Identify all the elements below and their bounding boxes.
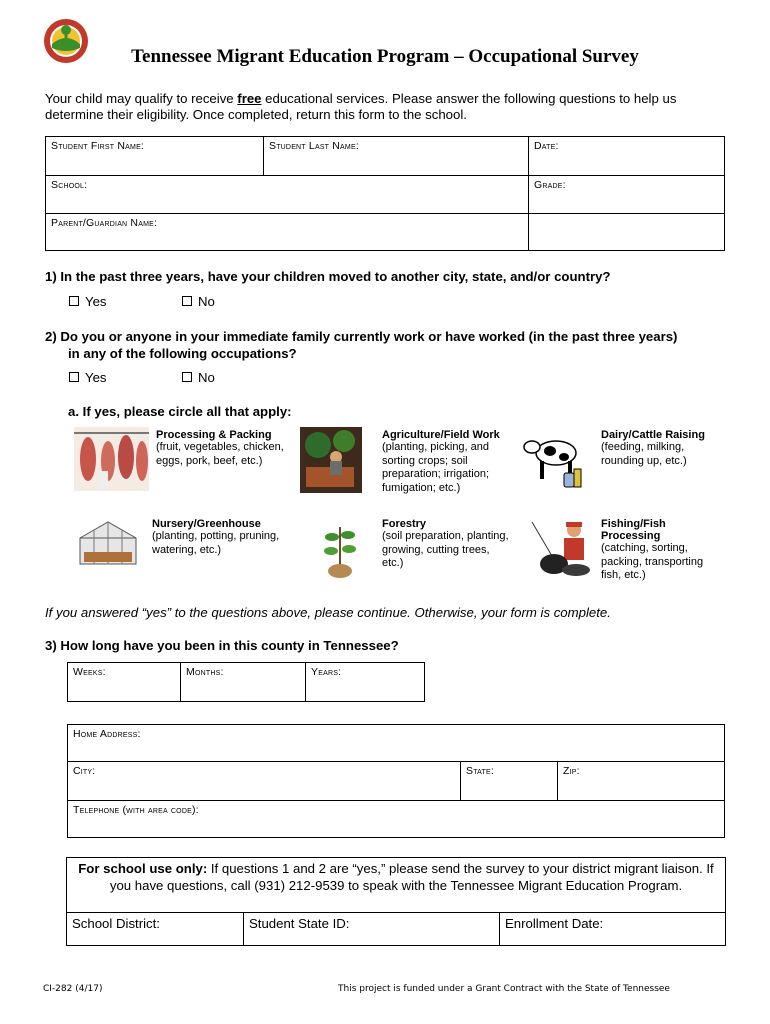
- checkbox-icon[interactable]: [69, 372, 79, 382]
- fisherman-icon: [530, 516, 592, 580]
- duration-table: [67, 662, 425, 702]
- field-work-icon: [300, 427, 362, 493]
- free-emphasis: free: [237, 91, 262, 106]
- last-name-field[interactable]: Student Last Name:: [264, 137, 529, 176]
- parent-name-field[interactable]: Parent/Guardian Name:: [46, 214, 529, 251]
- checkbox-icon[interactable]: [182, 372, 192, 382]
- grade-field[interactable]: Grade:: [529, 176, 725, 214]
- enrollment-date-field[interactable]: Enrollment Date:: [505, 916, 604, 931]
- question-3: 3) How long have you been in this county in Tennessee?: [45, 638, 399, 653]
- q1-yes-option[interactable]: Yes: [69, 294, 107, 309]
- months-field[interactable]: Months:: [181, 663, 306, 702]
- page-title: Tennessee Migrant Education Program – Occupational Survey: [131, 46, 639, 67]
- occupation-agriculture[interactable]: Agriculture/Field Work (planting, picking, and sorting crops; soil preparation; irrigation; fumigation; etc.): [382, 429, 500, 494]
- home-address-field[interactable]: Home Address:: [68, 725, 725, 762]
- checkbox-icon[interactable]: [69, 296, 79, 306]
- tree-seedling-icon: [322, 523, 358, 579]
- date-field[interactable]: Date:: [529, 137, 725, 176]
- occupation-dairy[interactable]: Dairy/Cattle Raising (feeding, milking, rounding up, etc.): [601, 429, 705, 467]
- school-use-box: [66, 857, 726, 946]
- question-2a: a. If yes, please circle all that apply:: [68, 404, 292, 419]
- years-field[interactable]: Years:: [306, 663, 425, 702]
- student-info-table: [45, 136, 725, 251]
- intro-text: Your child may qualify to receive free educational services. Please answer the following questions to help us determine their eligibility. Once completed, return this form to the school.: [45, 91, 677, 122]
- greenhouse-icon: [74, 518, 142, 570]
- telephone-field[interactable]: Telephone (with area code):: [68, 801, 725, 838]
- dairy-cow-icon: [520, 427, 586, 493]
- q2-yes-option[interactable]: Yes: [69, 370, 107, 385]
- school-district-field[interactable]: School District:: [67, 913, 244, 945]
- zip-field[interactable]: Zip:: [558, 762, 725, 801]
- continue-note: If you answered “yes” to the questions above, please continue. Otherwise, your form is complete.: [45, 605, 611, 620]
- school-use-instructions: For school use only: If questions 1 and 2 are “yes,” please send the survey to your district migrant liaison. If you have questions, call (931) 212-9539 to speak with the Tennessee Migrant Education Program.: [78, 861, 714, 893]
- meat-processing-icon: [74, 427, 149, 491]
- first-name-field[interactable]: Student First Name:: [46, 137, 264, 176]
- empty-cell: [529, 214, 725, 251]
- school-use-fields: [67, 912, 725, 945]
- funding-note: This project is funded under a Grant Contract with the State of Tennessee: [338, 984, 670, 994]
- question-1: 1) In the past three years, have your children moved to another city, state, and/or country?: [45, 269, 611, 284]
- q1-no-option[interactable]: No: [182, 294, 215, 309]
- q2-no-option[interactable]: No: [182, 370, 215, 385]
- school-field[interactable]: School:: [46, 176, 529, 214]
- state-field[interactable]: State:: [461, 762, 558, 801]
- question-2: 2) Do you or anyone in your immediate family currently work or have worked (in the past three years) in any of the following occupations?: [45, 329, 678, 361]
- occupation-fishing[interactable]: Fishing/Fish Processing (catching, sorting, packing, transporting fish, etc.): [601, 518, 704, 581]
- weeks-field[interactable]: Weeks:: [68, 663, 181, 702]
- city-field[interactable]: City:: [68, 762, 461, 801]
- occupation-processing-packing[interactable]: Processing & Packing (fruit, vegetables, chicken, eggs, pork, beef, etc.): [156, 429, 284, 467]
- occupation-forestry[interactable]: Forestry (soil preparation, planting, growing, cutting trees, etc.): [382, 518, 509, 569]
- student-state-id-field[interactable]: Student State ID:: [244, 913, 500, 945]
- checkbox-icon[interactable]: [182, 296, 192, 306]
- form-code: CI-282 (4/17): [43, 984, 103, 994]
- occupation-nursery[interactable]: Nursery/Greenhouse (planting, potting, pruning, watering, etc.): [152, 518, 280, 556]
- address-table: [67, 724, 725, 838]
